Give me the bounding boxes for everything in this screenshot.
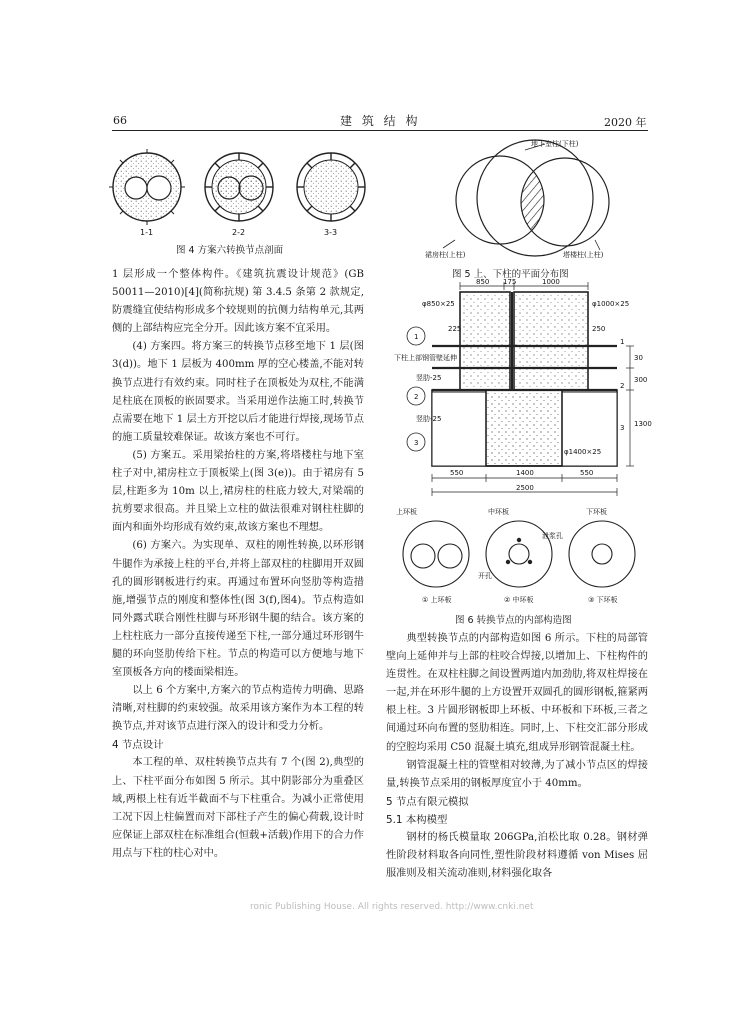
dim-top-1000: 1000 bbox=[542, 278, 560, 286]
fig6-rib-2: 竖肋-25 bbox=[416, 415, 442, 423]
watermark: ronic Publishing House. All rights reserved. http://www.cnki.net bbox=[250, 902, 534, 912]
section-1-1 bbox=[109, 149, 185, 225]
section-2-2 bbox=[205, 153, 273, 221]
left-para-1: 1 层形成一个整体构件。《建筑抗震设计规范》(GB 50011—2010)[4](简称抗规) 第 3.4.5 条第 2 款规定,防震缝宜使结构形成多个较规则的抗侧力结构单元,其两侧的上部结构应完全分开。因此该方案不宜采用。 bbox=[112, 269, 364, 335]
dim-top-175: 175 bbox=[503, 278, 517, 286]
fig6-right-plate: φ1000×25 bbox=[592, 300, 630, 308]
left-para-6: 本工程的单、双柱转换节点共有 7 个(图 2),典型的上、下柱平面分布如图 5 所示。其中阴影部分为重叠区域,两根上柱有近半截面不与下柱重合。为减小正常使用工况下因上柱偏置而对下部柱子产生的偏心荷载,设计时应保证上部双柱在标准组合(恒载+活载)作用下的合力作用点与下柱的柱心对中。 bbox=[112, 757, 364, 859]
year-label: 2020 年 bbox=[604, 116, 647, 129]
right-para-3: 钢材的杨氏模量取 206GPa,泊松比取 0.28。钢材弹性阶段材料取各向同性,塑性阶段材料遵循 von Mises 屈服准则及相关流动准则,材料强化取各 bbox=[386, 831, 648, 880]
section-5-heading: 5 节点有限元模拟 bbox=[386, 795, 469, 808]
fig4-label-1: 1-1 bbox=[140, 228, 154, 237]
fig6-vdim-1: 30 bbox=[634, 354, 643, 362]
fig4-caption: 图 4 方案六转换节点剖面 bbox=[176, 245, 284, 256]
plate-label-middle: 中环板 bbox=[488, 508, 509, 516]
fig4-label-3: 3-3 bbox=[324, 228, 338, 237]
section-tick-3: 3 bbox=[620, 424, 625, 432]
dim-top-850: 850 bbox=[476, 278, 490, 286]
right-column bbox=[386, 630, 648, 883]
fig6-vdim-2: 300 bbox=[634, 376, 648, 384]
sub-caption-3: ③ 下环板 bbox=[588, 596, 618, 604]
sub-caption-2: ② 中环板 bbox=[504, 596, 534, 604]
left-para-3: (5) 方案五。采用梁抬柱的方案,将塔楼柱与地下室柱子对中,裙房柱立于顶板梁上(图 3(e))。由于裙房有 5 层,柱距多为 10m 以上,裙房柱的柱底力较大,对梁端的抗剪要求很高。并且梁上立柱的做法很难对钢柱柱脚的面内和面外均形成有效约束,故该方案也不理想。 bbox=[112, 449, 364, 534]
fig6-hole-label: 泄浆孔 bbox=[542, 532, 563, 540]
left-para-4: (6) 方案六。为实现单、双柱的刚性转换,以环形钢牛腿作为承接上柱的平台,并将上部双柱的柱脚用开双圆孔的圆形钢板进行约束。再通过布置环向竖肋等构造措施,增强节点的刚度和整体性(图 3(f),图4)。节点构造如同外露式联合刚性柱脚与环形钢牛腿的结合。该方案的上柱柱底力一部分直接传递至下柱,一部分通过环形钢牛腿的环向竖肋传给下柱。节点的构造可以方便地与地下室顶板各方向的楼面梁相连。 bbox=[112, 540, 364, 679]
plate-label-lower: 下环板 bbox=[586, 508, 607, 516]
fig5-label-tower: 塔楼柱(上柱) bbox=[563, 251, 604, 259]
fig6-mark-3: 3 bbox=[414, 439, 419, 447]
sub-caption-1: ① 上环板 bbox=[422, 596, 452, 604]
figure-5 bbox=[425, 140, 635, 265]
fig6-mark-2: 2 bbox=[414, 393, 419, 401]
fig6-mark-1: 1 bbox=[414, 333, 419, 341]
fig6-hole-label-2: 开孔 bbox=[478, 572, 492, 580]
dim-total: 2500 bbox=[516, 484, 534, 492]
right-para-2: 钢管混凝土柱的管壁相对较薄,为了减小节点区的焊接量,转换节点采用的钢板厚度宜小于 40mm。 bbox=[386, 759, 648, 789]
header-rule bbox=[112, 130, 648, 131]
left-column bbox=[112, 266, 364, 863]
fig4-label-2: 2-2 bbox=[232, 228, 246, 237]
figure-4 bbox=[110, 150, 370, 250]
fig6-dim-225: 225 bbox=[448, 325, 462, 333]
fig6-left-plate: φ850×25 bbox=[422, 300, 455, 308]
fig6-caption: 图 6 转换节点的内部构造图 bbox=[455, 615, 572, 626]
figure-6 bbox=[392, 276, 652, 616]
right-para-1: 典型转换节点的内部构造如图 6 所示。下柱的局部管壁向上延伸并与上部的柱咬合焊接,以增加上、下柱构件的连贯性。在双柱柱脚之间设置两道内加劲肋,将双柱焊接在一起,并在环形牛腿的上方设置开双圆孔的圆形钢板,箍紧两根上柱。3 片圆形钢板即上环板、中环板和下环板,三者之间通过环向布置的竖肋相连。同时,上、下柱交汇部分形成的空腔均采用 C50 混凝土填充,组成异形钢管混凝土柱。 bbox=[386, 633, 648, 753]
fig6-vdim-3: 1300 bbox=[634, 420, 652, 428]
left-para-2: (4) 方案四。将方案三的转换节点移至地下 1 层(图 3(d))。地下 1 层板为 400mm 厚的空心楼盖,不能对转换节点进行有效约束。同时柱子在顶板处为双柱,不能满足柱底在顶板的嵌固要求。当采用逆作法施工时,转换节点需要在地下 1 层土方开挖以后才能进行焊接,现场节点的施工质量较难保证。故该方案也不可行。 bbox=[112, 341, 364, 443]
fig5-label-podium: 裙房柱(上柱) bbox=[425, 251, 466, 259]
fig5-label-lower: 地下室柱(下柱) bbox=[531, 140, 579, 148]
journal-title: 建 筑 结 构 bbox=[340, 114, 421, 128]
section-4-heading: 4 节点设计 bbox=[112, 739, 164, 752]
section-3-3 bbox=[297, 153, 365, 221]
fig6-stiffener-label: 下柱上部钢管壁延伸 bbox=[394, 354, 457, 362]
left-para-5: 以上 6 个方案中,方案六的节点构造传力明确、思路清晰,对柱脚的约束较强。故采用该方案作为本工程的转换节点,并对该节点进行深入的设计和受力分析。 bbox=[112, 685, 364, 733]
dim-bottom-550b: 550 bbox=[580, 469, 594, 477]
fig5-caption: 图 5 上、下柱的平面分布图 bbox=[452, 269, 569, 280]
section-tick-2: 2 bbox=[620, 382, 625, 390]
dim-bottom-550a: 550 bbox=[450, 469, 464, 477]
plate-label-upper: 上环板 bbox=[396, 508, 417, 516]
dim-bottom-1400: 1400 bbox=[516, 469, 534, 477]
section-5-1-heading: 5.1 本构模型 bbox=[386, 813, 448, 826]
page-number: 66 bbox=[113, 114, 127, 127]
section-tick-1: 1 bbox=[620, 338, 625, 346]
fig6-dim-250: 250 bbox=[592, 325, 606, 333]
fig6-rib-1: 竖肋-25 bbox=[416, 374, 442, 382]
fig6-bottom-plate: φ1400×25 bbox=[564, 448, 602, 456]
